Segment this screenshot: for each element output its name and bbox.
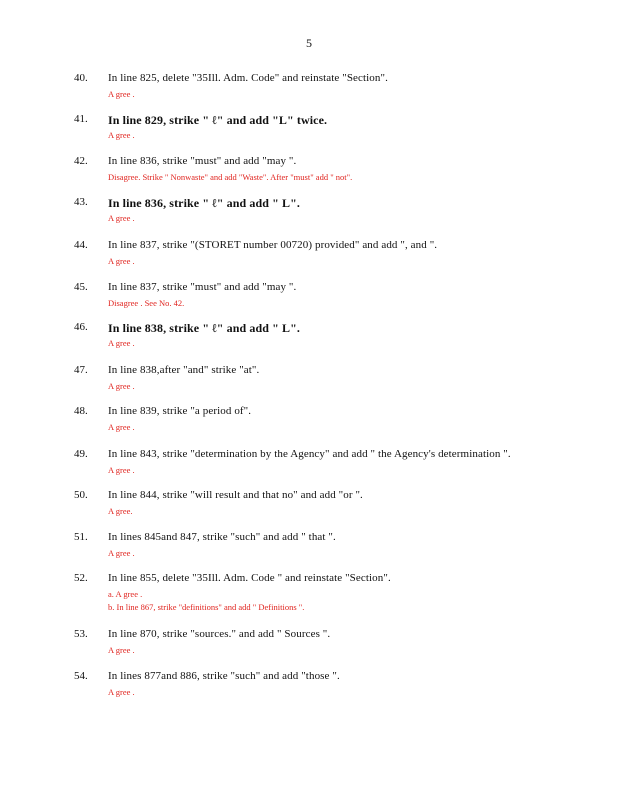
item-response: A gree . bbox=[108, 89, 135, 99]
item-number: 45. bbox=[74, 281, 88, 293]
item-number: 51. bbox=[74, 531, 88, 543]
item-response: A gree . bbox=[108, 687, 135, 697]
item-number: 41. bbox=[74, 113, 88, 125]
item-response: Disagree. Strike " Nonwaste" and add "Waste". After "must" add " not". bbox=[108, 172, 353, 182]
item-text: In line 825, delete "35Ill. Adm. Code" and reinstate "Section". bbox=[108, 72, 388, 84]
item-text: In line 837, strike "(STORET number 00720) provided" and add ", and ". bbox=[108, 239, 438, 251]
item-response: A gree . bbox=[108, 381, 135, 391]
item-text: In lines 845and 847, strike "such" and add " that ". bbox=[108, 531, 336, 543]
item-response: A gree . bbox=[108, 422, 135, 432]
item-response: A gree . bbox=[108, 256, 135, 266]
item-response-secondary: b. In line 867, strike "definitions" and add " Definitions ". bbox=[108, 602, 305, 612]
item-response: A gree . bbox=[108, 338, 135, 348]
item-number: 43. bbox=[74, 196, 88, 208]
item-number: 48. bbox=[74, 405, 88, 417]
item-text: In line 838,after "and" strike "at". bbox=[108, 364, 260, 376]
item-number: 50. bbox=[74, 489, 88, 501]
item-text: In line 829, strike " ℓ" and add "L" twice. bbox=[108, 113, 328, 127]
item-text: In line 836, strike " ℓ" and add " L". bbox=[108, 196, 300, 210]
item-text: In line 839, strike "a period of". bbox=[108, 405, 252, 417]
item-text: In line 855, delete "35Ill. Adm. Code " and reinstate "Section". bbox=[108, 572, 391, 584]
item-number: 42. bbox=[74, 155, 88, 167]
item-text: In line 870, strike "sources." and add " Sources ". bbox=[108, 628, 331, 640]
item-text: In line 837, strike "must" and add "may ". bbox=[108, 281, 297, 293]
item-response: A gree . bbox=[108, 130, 135, 140]
item-text: In line 844, strike "will result and that no" and add "or ". bbox=[108, 489, 363, 501]
item-number: 47. bbox=[74, 364, 88, 376]
item-response: A gree . bbox=[108, 548, 135, 558]
item-number: 54. bbox=[74, 670, 88, 682]
item-number: 46. bbox=[74, 321, 88, 333]
item-number: 53. bbox=[74, 628, 88, 640]
item-text: In lines 877and 886, strike "such" and add "those ". bbox=[108, 670, 340, 682]
item-response: Disagree . See No. 42. bbox=[108, 298, 185, 308]
item-text: In line 838, strike " ℓ" and add " L". bbox=[108, 321, 300, 335]
item-number: 44. bbox=[74, 239, 88, 251]
item-response: A gree . bbox=[108, 645, 135, 655]
item-number: 52. bbox=[74, 572, 88, 584]
item-text: In line 836, strike "must" and add "may ". bbox=[108, 155, 297, 167]
item-number: 40. bbox=[74, 72, 88, 84]
item-response: A gree. bbox=[108, 506, 133, 516]
page-number: 5 bbox=[306, 36, 312, 50]
item-response: a. A gree . bbox=[108, 589, 143, 599]
item-text: In line 843, strike "determination by the Agency" and add " the Agency's determination ". bbox=[108, 448, 511, 460]
item-response: A gree . bbox=[108, 465, 135, 475]
item-response: A gree . bbox=[108, 213, 135, 223]
item-number: 49. bbox=[74, 448, 88, 460]
